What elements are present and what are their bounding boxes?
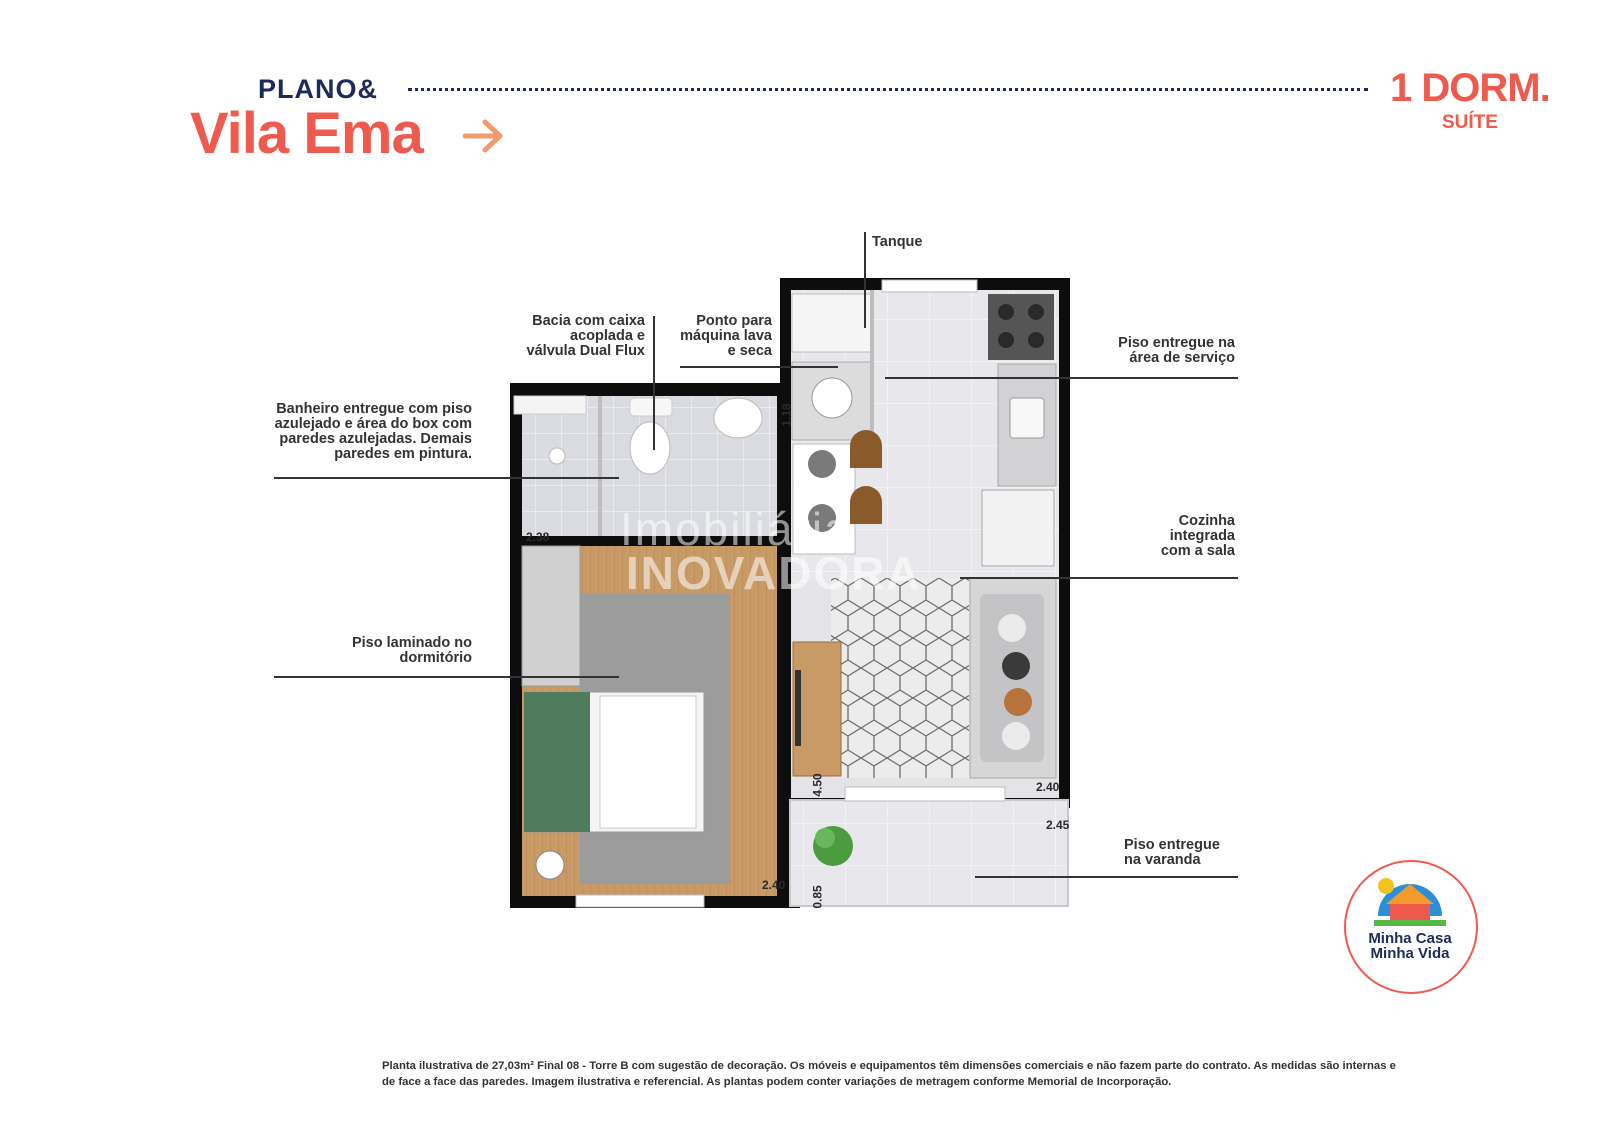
bed-headboard-cover: [524, 692, 590, 832]
callout-piso-varanda: Piso entregue na varanda: [1124, 837, 1220, 868]
leader-ponto-maquina: [680, 366, 838, 368]
header-dotted-rule: [408, 88, 1368, 91]
callout-bacia: Bacia com caixa acoplada e válvula Dual Flux: [526, 313, 645, 359]
kitchen-window: [882, 280, 977, 292]
brand-plano-logo: PLANO&: [258, 74, 378, 104]
callout-cozinha: Cozinha integrada com a sala: [1160, 513, 1235, 559]
refrigerator: [982, 490, 1054, 566]
watermark-line2: INOVADORA: [626, 547, 922, 599]
floor-plan: [510, 278, 1094, 930]
kitchen-sink: [1010, 398, 1044, 438]
living-rug: [831, 578, 969, 778]
dim-bedroom-width: 2.40: [762, 878, 786, 892]
wardrobe: [522, 546, 580, 686]
dim-living-width: 2.40: [1036, 780, 1060, 794]
dim-balcony-depth: 0.85: [810, 885, 825, 909]
tv: [795, 670, 801, 746]
cooktop: [988, 294, 1054, 360]
callout-tanque: Tanque: [872, 234, 923, 250]
callout-ponto-maquina: Ponto para máquina lava e seca: [680, 313, 772, 359]
leader-piso-varanda: [975, 876, 1238, 878]
leader-banheiro: [274, 477, 619, 479]
watermark-line1: Imobiliária: [620, 503, 852, 555]
dim-living-length: 4.50: [810, 773, 825, 797]
leader-piso-laminado: [274, 676, 619, 678]
leader-cozinha: [960, 577, 1238, 579]
disclaimer-text: Planta ilustrativa de 27,03m² Final 08 - Torre B com sugestão de decoração. Os móveis e equipamentos têm dimensões comerciais e não fazem parte do contrato. As medidas são internas e de face a face das paredes. Imagem ilustrativa e referencial. As plantas podem conter variações de metragem conforme Memorial de Incorporação.: [382, 1060, 1396, 1088]
leader-bacia: [653, 316, 655, 450]
bedroom-window: [576, 895, 704, 907]
dim-balcony-width: 2.45: [1046, 818, 1070, 832]
dining-stool: [850, 486, 882, 524]
toilet-bowl: [630, 422, 670, 474]
callout-piso-servico: Piso entregue na área de serviço: [1118, 335, 1235, 366]
laundry-tank: [792, 294, 872, 352]
unit-type-title: 1 DORM.: [1390, 66, 1550, 110]
dim-bath-width: 2.38: [526, 530, 550, 544]
badge-label: Minha Casa Minha Vida: [1368, 930, 1452, 962]
balcony-window: [845, 787, 1005, 801]
brand-vila-ema-logo: Vila Ema: [190, 101, 423, 166]
dining-stool: [850, 430, 882, 468]
bath-sink: [714, 398, 762, 438]
arrow-right-icon: [463, 118, 505, 154]
leader-piso-servico: [885, 377, 1238, 379]
dining-plate: [808, 450, 836, 478]
toilet-tank: [630, 398, 672, 416]
callout-piso-laminado: Piso laminado no dormitório: [351, 635, 472, 666]
house-logo-icon: [1372, 872, 1448, 928]
callout-banheiro: Banheiro entregue com piso azulejado e área do box com paredes azulejadas. Demais paredes em pintura.: [274, 401, 472, 462]
nightstand-lamp: [536, 851, 564, 879]
dim-bath-height: 1.18: [779, 403, 794, 427]
washing-machine: [812, 378, 852, 418]
shower-niche: [514, 396, 586, 414]
unit-subtype-label: SUÍTE: [1442, 112, 1498, 133]
leader-tanque: [864, 232, 866, 328]
shower-drain: [549, 448, 565, 464]
